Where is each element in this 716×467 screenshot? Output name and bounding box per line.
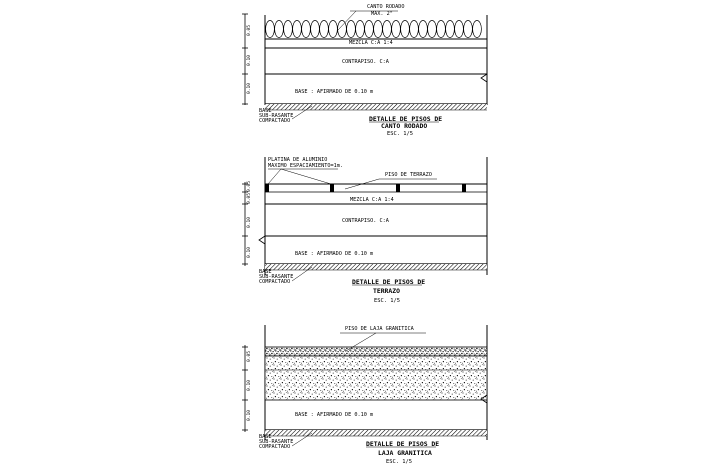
detail-laja-granitica [242,325,487,465]
granite-slab-layer [265,347,487,356]
cobblestone [374,21,383,38]
dim-2: 0.10 [247,379,252,391]
subgrade-label-sub-rasante: SUB-RASANTE [259,113,294,119]
callout-max-size: MAX. 2" [371,11,393,17]
aluminium-strip [462,184,466,192]
aluminium-strip [396,184,400,192]
dim-3: 0.10 [247,216,252,228]
cobblestone [473,21,482,38]
dim-4: 0.10 [247,246,252,258]
cobblestone [347,21,356,38]
layer-contrapiso-label: CONTRAPISO. C:A [342,59,389,65]
cobblestone [302,21,311,38]
hatched-subgrade [265,264,487,270]
cobblestone [392,21,401,38]
subgrade-label-sub-rasante: SUB-RASANTE [259,439,294,445]
detail-title-line-1: DETALLE DE PISOS DE [352,278,426,286]
cobblestone-layer [266,21,482,38]
subgrade-label-compactado: COMPACTADO [259,444,291,450]
layer-mezcla-label: MEZCLA C:A 1:4 [349,40,393,46]
callout-espaciamiento: MAXIMO ESPACIAMIENTO=1m. [268,163,343,169]
aluminium-strip [265,184,269,192]
cobblestone [293,21,302,38]
dim-1: 0.05 [247,24,252,36]
cobblestone [329,21,338,38]
layer-base-label: BASE : AFIRMADO DE 0.10 m [295,412,374,418]
cobblestone [401,21,410,38]
cobblestone [437,21,446,38]
detail-title-line-2: LAJA GRANITICA [378,449,432,457]
detail-title-line-1: DETALLE DE PISOS DE [369,115,443,123]
detail-title-line-2: CANTO RODADO [381,122,428,130]
dim-3: 0.10 [247,82,252,94]
detail-scale: ESC. 1/5 [386,459,412,465]
cobblestone [419,21,428,38]
layer-contrapiso-label: CONTRAPISO. C:A [342,218,389,224]
detail-scale: ESC. 1/5 [387,131,413,137]
detail-canto-rodado [242,4,487,137]
hatched-subgrade [265,104,487,110]
callout-piso-terrazo: PISO DE TERRAZO [385,172,432,178]
callout-platina: PLATINA DE ALUMINIO [268,157,328,163]
dim-2: 0.10 [247,54,252,66]
subgrade-label-compactado: COMPACTADO [259,279,291,285]
detail-title-line-2: TERRAZO [373,287,400,295]
subgrade-label-base: BASE [259,434,272,440]
layer-base-label: BASE : AFIRMADO DE 0.10 m [295,251,374,257]
cobblestone [410,21,419,38]
cobblestone [446,21,455,38]
subgrade-label-base: BASE [259,269,272,275]
cobblestone [455,21,464,38]
cobblestone [365,21,374,38]
detail-scale: ESC. 1/5 [374,298,400,304]
cobblestone [311,21,320,38]
aluminium-strip [330,184,334,192]
dim-3: 0.10 [247,409,252,421]
hatched-subgrade [265,430,487,436]
callout-canto-rodado: CANTO RODADO [367,4,405,10]
subgrade-label-sub-rasante: SUB-RASANTE [259,274,294,280]
subgrade-label-compactado: COMPACTADO [259,118,291,124]
concrete-speckle-layer [265,356,487,400]
cobblestone [356,21,365,38]
cobblestone [320,21,329,38]
cobblestone [266,21,275,38]
cobblestone [428,21,437,38]
detail-title-line-1: DETALLE DE PISOS DE [366,440,440,448]
layer-mezcla-label: MEZCLA C:A 1:4 [350,197,394,203]
callout-laja-granitica: PISO DE LAJA GRANITICA [345,326,414,332]
cobblestone [275,21,284,38]
cobblestone [383,21,392,38]
dim-1: 0.05 [247,180,252,192]
subgrade-label-base: BASE [259,108,272,114]
detail-terrazo [242,157,487,304]
layer-base-label: BASE : AFIRMADO DE 0.10 m [295,89,374,95]
cobblestone [464,21,473,38]
cobblestone [284,21,293,38]
dim-1: 0.05 [247,350,252,362]
dim-2: 0.05 [247,192,252,204]
